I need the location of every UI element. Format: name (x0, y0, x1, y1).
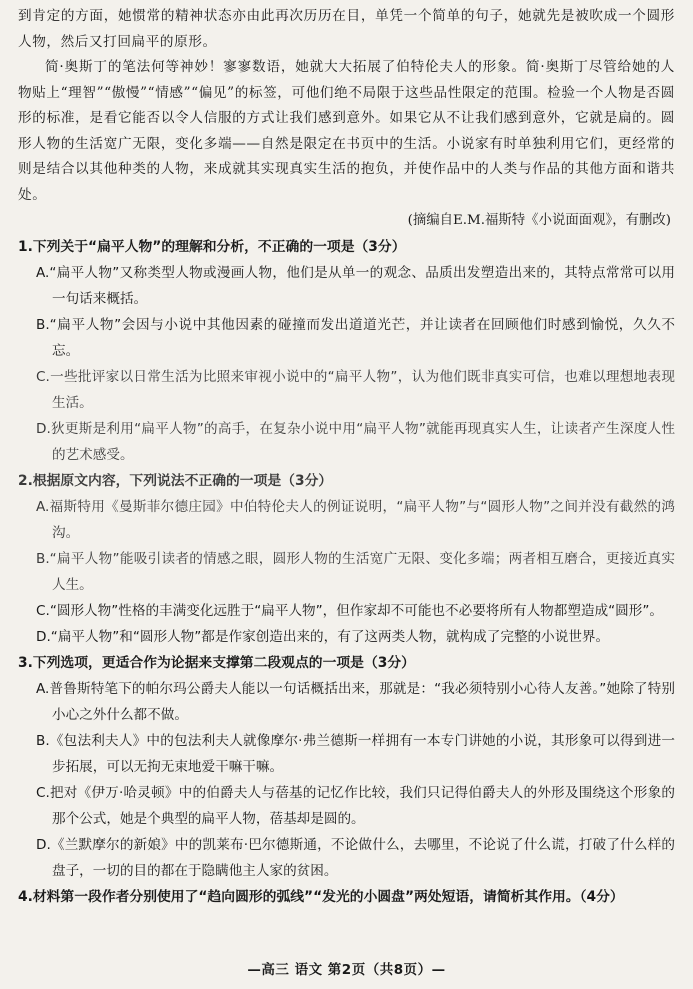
question-2-option-b: B.“扁平人物”能吸引读者的情感之眼，圆形人物的生活宽广无限、变化多端；两者相互磨合，更接近真实人生。 (36, 551, 675, 593)
question-2-option-a: A.福斯特用《曼斯菲尔德庄园》中伯特伦夫人的例证说明，“扁平人物”与“圆形人物”之间并没有截然的鸿沟。 (36, 499, 675, 541)
question-2 (18, 468, 675, 650)
question-1-option-b: B.“扁平人物”会因与小说中其他因素的碰撞而发出道道光芒，并让读者在回顾他们时感到愉悦，久久不忘。 (36, 317, 675, 359)
question-1-title: 1.下列关于“扁平人物”的理解和分析，不正确的一项是（3分） (18, 239, 406, 255)
question-4: 4.材料第一段作者分别使用了“趋向圆形的弧线”“发光的小圆盘”两处短语，请简析其作用。（4分） (18, 889, 624, 905)
passage-paragraph-2: 简·奥斯丁的笔法何等神妙！寥寥数语，她就大大拓展了伯特伦夫人的形象。简·奥斯丁尽管给她的人物贴上“理智”“傲慢”“情感”“偏见”的标签，可他们绝不局限于这些品性限定的范围。检验一个人物是否圆形的标准，是看它能否以令人信服的方式让我们感到意外。如果它从不让我们感到意外，它就是扁的。圆形人物的生活宽广无限，变化多端——自然是限定在书页中的生活。小说家有时单独利用它们，更经常的则是结合以其他种类的人物，来成就其实现真实生活的抱负，并使作品中的人类与作品的其他方面和谐共处。 (18, 59, 675, 203)
question-1-option-c: C.一些批评家以日常生活为比照来审视小说中的“扁平人物”，认为他们既非真实可信，也难以理想地表现生活。 (36, 369, 675, 411)
question-2-option-c: C.“圆形人物”性格的丰满变化远胜于“扁平人物”，但作家却不可能也不必要将所有人物都塑造成“圆形”。 (36, 603, 664, 619)
question-3-option-a: A.普鲁斯特笔下的帕尔玛公爵夫人能以一句话概括出来，那就是：“我必须特别小心待人友善。”她除了特别小心之外什么都不做。 (36, 681, 675, 723)
question-3-option-c: C.把对《伊万·哈灵顿》中的伯爵夫人与蓓基的记忆作比较，我们只记得伯爵夫人的外形及围绕这个形象的那个公式，她是个典型的扁平人物，蓓基却是圆的。 (36, 785, 675, 827)
question-1 (18, 234, 675, 468)
citation: (摘编自E.M.福斯特《小说面面观》，有删改) (407, 213, 671, 228)
question-1-option-d: D.狄更斯是利用“扁平人物”的高手，在复杂小说中用“扁平人物”就能再现真实人生，让读者产生深度人性的艺术感受。 (36, 421, 675, 463)
question-3-option-b: B.《包法利夫人》中的包法利夫人就像摩尔·弗兰德斯一样拥有一本专门讲她的小说，其形象可以得到进一步拓展，可以无拘无束地爱干嘛干嘛。 (36, 733, 675, 775)
question-2-title: 2.根据原文内容，下列说法不正确的一项是（3分） (18, 473, 333, 489)
question-1-option-a: A.“扁平人物”又称类型人物或漫画人物，他们是从单一的观念、品质出发塑造出来的，其特点常常可以用一句话来概括。 (36, 265, 675, 307)
question-2-option-d: D.“扁平人物”和“圆形人物”都是作家创造出来的，有了这两类人物，就构成了完整的小说世界。 (36, 629, 610, 645)
question-3-option-d: D.《兰默摩尔的新娘》中的凯莱布·巴尔德斯通，不论做什么，去哪里，不论说了什么谎，打破了什么样的盘子，一切的目的都在于隐瞒他主人家的贫困。 (36, 837, 675, 879)
page-footer: —高三 语文 第2页（共8页）— (247, 962, 446, 978)
question-3 (18, 650, 675, 884)
passage-line-1: 到肯定的方面，她惯常的精神状态亦由此再次历历在目，单凭一个简单的句子，她就先是被吹成一个圆形人物，然后又打回扁平的原形。 (18, 8, 675, 50)
question-3-title: 3.下列选项，更适合作为论据来支撑第二段观点的一项是（3分） (18, 655, 415, 671)
